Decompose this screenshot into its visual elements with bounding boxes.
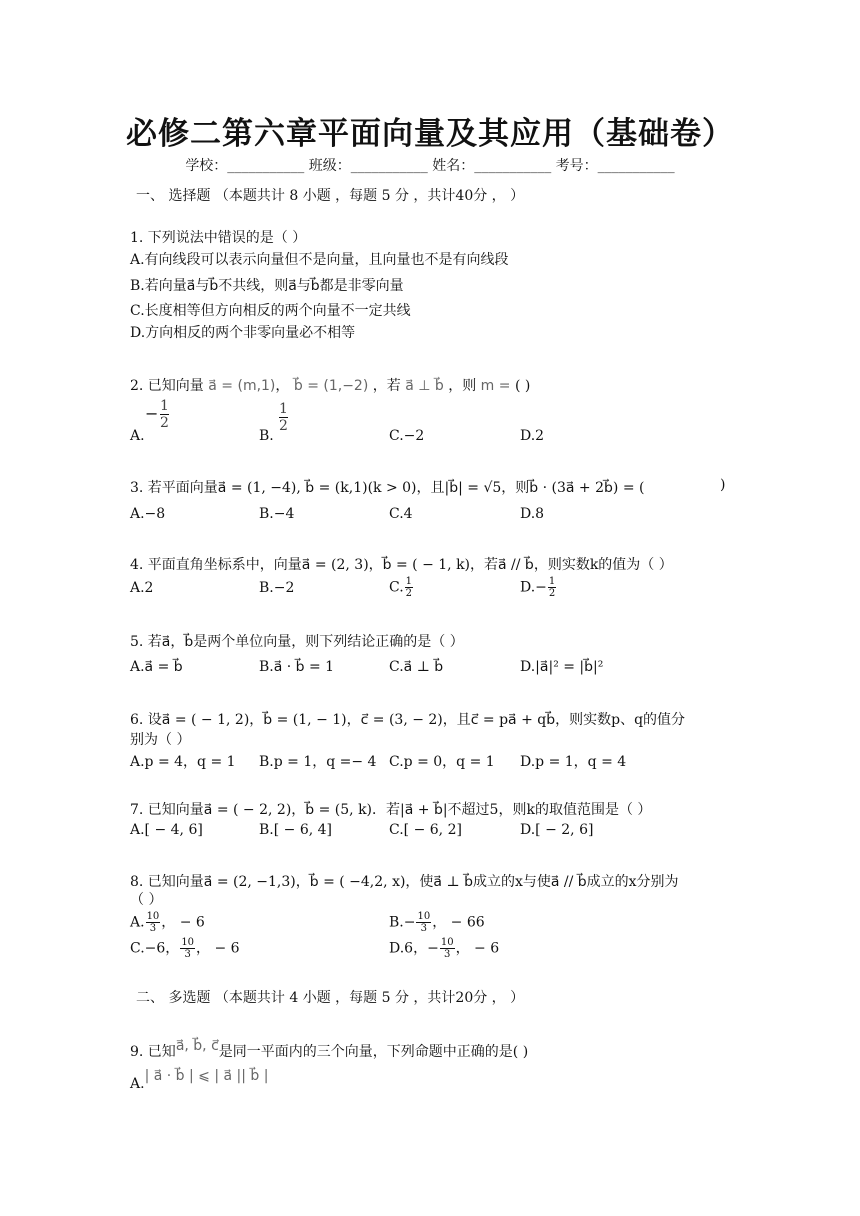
- question-3-option-d: D.8: [520, 506, 545, 522]
- question-8-stem-line2: （ ）: [130, 892, 163, 908]
- question-8-option-d: [389, 937, 499, 960]
- question-1-option-a: A.有向线段可以表示向量但不是向量，且向量也不是有向线段: [130, 252, 509, 268]
- question-4-option-c: [389, 576, 414, 599]
- fraction-numerator: 10: [440, 937, 454, 948]
- question-7-option-d: D.[ − 2, 6]: [520, 822, 594, 838]
- question-6-option-a: A.p = 4，q = 1: [130, 754, 236, 770]
- option-rest: ， − 6: [196, 940, 240, 957]
- question-7-option-b: B.[ − 6, 4]: [259, 822, 333, 838]
- question-2-perp: a⃗ ⊥ b⃗: [405, 378, 444, 394]
- question-5-option-a: A.a⃗ = b⃗: [130, 659, 183, 675]
- fraction: [146, 911, 161, 934]
- question-9-option-a-expr: | a⃗ · b⃗ | ⩽ | a⃗ || b⃗ |: [144, 1068, 269, 1084]
- fraction-numerator: 10: [181, 937, 195, 948]
- fraction-denominator: 2: [548, 588, 556, 599]
- question-9-stem-b: 是同一平面内的三个向量，下列命题中正确的是( ): [218, 1044, 529, 1060]
- fraction: [180, 937, 195, 960]
- question-1-option-b: B.若向量a⃗与b⃗不共线，则a⃗与b⃗都是非零向量: [130, 278, 404, 294]
- question-4-option-d: [520, 576, 557, 599]
- page-title: 必修二第六章平面向量及其应用（基础卷）: [126, 116, 734, 152]
- question-6-stem-line1: 6. 设a⃗ = ( − 1, 2)，b⃗ = (1, − 1)，c⃗ = (3, − 2)，且c⃗ = pa⃗ + qb⃗，则实数p、q的值分: [130, 712, 686, 728]
- question-7-option-c: C.[ − 6, 2]: [389, 822, 462, 838]
- question-3-option-b: B.−4: [259, 506, 295, 522]
- question-2-stem-a: 2. 已知向量: [130, 378, 204, 394]
- fraction: [440, 937, 455, 960]
- question-3-close-paren: ): [720, 477, 726, 493]
- question-3-option-a: A.−8: [130, 506, 166, 522]
- section-heading-choice: 一、 选择题 （本题共计 8 小题 ，每题 5 分 ，共计40分 ， ）: [136, 188, 525, 204]
- question-2-option-a-label: A.: [130, 428, 145, 444]
- fraction: [548, 576, 556, 599]
- question-5-stem: 5. 若a⃗，b⃗是两个单位向量，则下列结论正确的是（ ）: [130, 634, 464, 650]
- fraction-numerator: 10: [417, 911, 431, 922]
- student-info-line: 学校：___________ 班级：___________ 姓名：___________ 考号：___________: [185, 158, 675, 174]
- question-6-option-c: C.p = 0，q = 1: [389, 754, 495, 770]
- question-1-stem: 1. 下列说法中错误的是（ ）: [130, 230, 307, 246]
- question-2-paren: ( ): [514, 378, 531, 394]
- option-label: B.−: [389, 914, 416, 931]
- question-2-option-b-label: B.: [259, 428, 274, 444]
- question-7-option-a: A.[ − 4, 6]: [130, 822, 203, 838]
- question-9-option-a: [130, 1068, 269, 1092]
- option-label: D.6，−: [389, 940, 439, 957]
- question-8-option-c: [130, 937, 240, 960]
- fraction: [405, 576, 413, 599]
- fraction-numerator: 1: [405, 576, 413, 587]
- option-label: C.−6，: [130, 940, 180, 957]
- question-7-stem: 7. 已知向量a⃗ = ( − 2, 2)，b⃗ = (5, k)．若|a⃗ + b⃗|不超过5，则k的取值范围是（ ）: [130, 802, 652, 818]
- question-6-option-d: D.p = 1，q = 4: [520, 754, 627, 770]
- fraction-numerator: 1: [160, 398, 169, 414]
- question-9-stem-a: 9. 已知: [130, 1044, 176, 1060]
- question-2-option-d: D.2: [520, 428, 545, 444]
- option-rest: ， − 6: [455, 940, 500, 957]
- question-2-m: m =: [480, 378, 511, 394]
- question-6-option-b: B.p = 1，q =− 4: [259, 754, 377, 770]
- fraction-numerator: 1: [279, 401, 288, 417]
- fraction-denominator: 3: [444, 949, 451, 960]
- question-2-option-b-fraction: [279, 401, 288, 434]
- question-5-option-b: B.a⃗ · b⃗ = 1: [259, 659, 335, 675]
- fraction-denominator: 2: [160, 415, 169, 431]
- fraction-denominator: 2: [279, 418, 288, 434]
- question-2-option-a-fraction: [160, 398, 169, 431]
- question-5-option-c: C.a⃗ ⊥ b⃗: [389, 659, 444, 675]
- fraction: [416, 911, 431, 934]
- question-2-stem-c: ，则: [448, 378, 477, 394]
- fraction-denominator: 3: [420, 923, 428, 934]
- question-1-option-d: D.方向相反的两个非零向量必不相等: [130, 325, 356, 341]
- question-6-stem-line2: 别为（ ）: [130, 732, 191, 748]
- fraction-numerator: 10: [146, 911, 160, 922]
- question-8-stem-line1: 8. 已知向量a⃗ = (2, −1,3)，b⃗ = ( −4,2, x)，使a⃗ ⊥ b⃗成立的x与使a⃗ // b⃗成立的x分别为: [130, 874, 679, 890]
- question-8-option-b: [389, 911, 485, 934]
- option-label: A.: [130, 1076, 145, 1092]
- question-9-stem: [130, 1038, 529, 1061]
- question-9-vectors: a⃗, b⃗, c⃗: [175, 1038, 219, 1054]
- question-4-option-a: A.2: [130, 580, 154, 596]
- question-2-option-a-sign: −: [145, 404, 159, 423]
- question-2-option-c: C.−2: [389, 428, 425, 444]
- question-4-stem: 4. 平面直角坐标系中，向量a⃗ = (2, 3)，b⃗ = ( − 1, k)，若a⃗ // b⃗，则实数k的值为（ ）: [130, 557, 673, 573]
- option-rest: ， − 6: [161, 914, 205, 931]
- option-label: C.: [389, 579, 404, 596]
- fraction-denominator: 2: [405, 588, 413, 599]
- option-rest: ， − 66: [432, 914, 485, 931]
- fraction-denominator: 3: [149, 923, 157, 934]
- question-2-stem: 2. 已知向量 a⃗ = (m,1)， b⃗ = (1,−2) ，若 a⃗ ⊥ b⃗ ，则 m = ( ): [130, 378, 531, 394]
- question-1-option-c: C.长度相等但方向相反的两个向量不一定共线: [130, 303, 411, 319]
- question-5-option-d: D.|a⃗|² = |b⃗|²: [520, 659, 604, 675]
- fraction-denominator: 3: [184, 949, 191, 960]
- question-4-option-b: B.−2: [259, 580, 295, 596]
- option-label: A.: [130, 914, 145, 931]
- question-2-stem-b: ，若: [372, 378, 401, 394]
- question-2-vector-a: a⃗ = (m,1): [208, 378, 276, 394]
- question-8-option-a: [130, 911, 205, 934]
- question-3-option-c: C.4: [389, 506, 413, 522]
- section-heading-multi: 二、 多选题 （本题共计 4 小题 ，每题 5 分 ，共计20分 ， ）: [136, 990, 525, 1006]
- fraction-numerator: 1: [548, 576, 556, 587]
- option-label: D.−: [520, 579, 547, 596]
- question-2-vector-b: b⃗ = (1,−2): [293, 378, 369, 394]
- question-3-stem: 3. 若平面向量a⃗ = (1, −4), b⃗ = (k,1)(k > 0)，且|b⃗| = √5，则b⃗ · (3a⃗ + 2b⃗) = (: [130, 480, 645, 496]
